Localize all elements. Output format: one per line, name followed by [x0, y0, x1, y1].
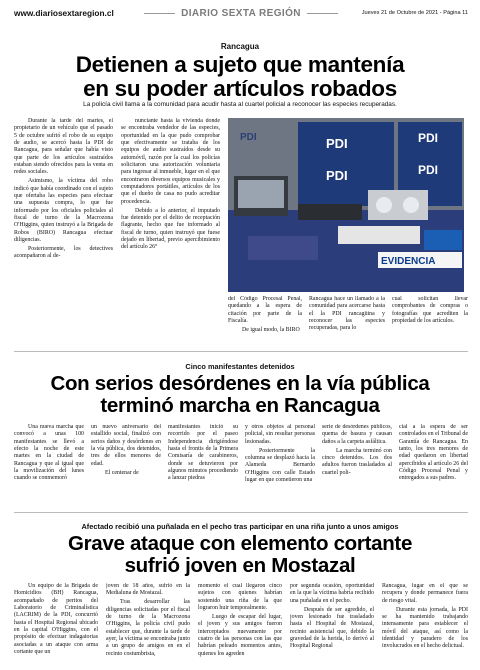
article2-paragraph: manifestantes inició su recorrido por el paseo Independencia dirigiéndose hasta el frontis de la Primera Comisaría de carabineros, donde se detuvieron por algunos minutos procediendo a lanzar piedras: [168, 424, 238, 482]
article2-column-4: [245, 424, 315, 504]
article3-column-1: [14, 583, 98, 667]
page-header: [14, 6, 468, 20]
article1-column-5: [392, 296, 468, 334]
article2-column-1: [14, 424, 84, 504]
section-divider: [14, 512, 468, 513]
article3-headline-line1: Grave ataque con elemento cortante: [67, 532, 413, 555]
article1-paragraph: Rancagua hace un llamado a la comunidad para acercarse hasta el la PDI rancagüina y reconocer las especies recuperadas, para lo: [309, 296, 385, 332]
article2-column-2: [91, 424, 161, 504]
article2-paragraph: y otros objetos al personal policial, sin resultar personas lesionadas.: [245, 424, 315, 445]
article3-paragraph: Tras desarrollar las diligencias solicitadas por el fiscal de turno de la Macrozona O'Higgins, la policía civil pudo establecer que, durante la tarde de ayer, la víctima se encontraba junto a un grupo de amigos en en el recinto costumbrista,: [106, 599, 190, 657]
photo-evidence-label: EVIDENCIA: [381, 256, 436, 267]
article2-headline-line1: Con serios desórdenes en la vía pública: [50, 372, 430, 395]
article1-paragraph: Asimismo, la víctima del robo indicó que había coordinado con el sujeto que ofertaba las especies para efectuar una supuesta compra, lo que fue informado por los oficiales policiales al fiscal de turno de la Macrozona O'Higgins, quien instruyó a la Brigada de Robos (BIRO) Rancagua efectuar diligencias.: [14, 178, 113, 243]
article1-deck: La policía civil llama a la comunidad para acudir hasta al cuartel policial a reconocer las especies recuperadas.: [83, 101, 397, 108]
article1-headline-line2: en su poder artículos robados: [83, 76, 397, 101]
section-divider: [14, 351, 468, 352]
article1-kicker: Rancagua: [220, 42, 260, 51]
article3-paragraph: Durante esta jornada, la PDI se ha mantenido trabajando intensamente para establecer el móvil del ataque, así como la identidad y paradero de los involucrados en el hecho delictual.: [382, 606, 468, 650]
article1-headline-line1: Detienen a sujeto que mantenía: [75, 52, 405, 77]
article2-paragraph: un nuevo aniversario del estallido social, finalizó con serios daños y desórdenes en la vía pública, dos detenidos, tres de ellos menores de edad.: [91, 424, 161, 467]
article1-column-1: [14, 118, 113, 332]
evidence-photo-illustration: [228, 118, 464, 292]
photo-banner-label: PDI: [326, 136, 348, 151]
paper-name-text: DIARIO SEXTA REGIÓN: [181, 7, 301, 19]
article2-paragraph: Una nueva marcha que convocó a unas 100 manifestantes se llevó a efecto la noche de este martes en la ciudad de Rancagua y que al igual que la movilización del lunes cuando se conmemoró: [14, 424, 84, 482]
article3-paragraph: Después de ser agredido, el joven lesionado fue trasladado hasta el Hospital de Mostazal, recinto asistencial que, debido la gravedad de la herida, lo derivó al Hospital Regional: [290, 606, 374, 650]
article3-column-5: [382, 583, 468, 667]
photo-banner-label: PDI: [240, 132, 257, 143]
paper-name: [144, 8, 338, 19]
article1-column-4: [309, 296, 385, 334]
article3-paragraph: Rancagua, lugar en el que se recupera y donde permanece fuera de riesgo vital.: [382, 583, 468, 604]
dateline: Jueves 21 de Octubre de 2021 - Página 11: [361, 10, 468, 16]
site-url[interactable]: www.diariosextaregion.cl: [14, 8, 114, 18]
article1-paragraph: nunciante hasta la vivienda donde se encontraba vendedor de las especies, oportunidad en la que pudo comprobar que efectivamente se trataba de los equipos de audio sustraídos desde su automóvil, razón por la cual los policías solicitaron una autorización voluntaria para ingresar al inmueble, lugar en el que encontraron diversos equipos musicales y computadores portátiles, artículos de los que el dueño de casa no pudo acreditar procedencia.: [121, 118, 220, 205]
article1-paragraph: Durante la tarde del martes, el propietario de un vehículo que el pasado 5 de octubre sufrió el robo de su equipo de audio, se acercó hasta la PDI de Rancagua, para señalar que había visto que parte de los artículos sustraídos estaban siendo ofrecidos para la venta en redes sociales.: [14, 118, 113, 176]
article1-paragraph: del Código Procesal Penal, quedando a la espera de citación por parte de la Fiscalía.: [228, 296, 302, 325]
article3-headline-line2: sufrió joven en Mostazal: [124, 554, 356, 577]
article2-paragraph: Posteriormente la columna se desplazó hacia la Alameda Bernardo O'Higgins con calle Estado lugar en que cometieron una: [245, 447, 315, 483]
article3-column-4: [290, 583, 374, 667]
photo-banner-label: PDI: [418, 131, 439, 145]
article3-paragraph: Un equipo de la Brigada de Homicidios (BH) Rancagua, acompañado de peritos del Laboratorio de Criminalística (LACRIM) de la PDI, concurrió hasta el Hospital Regional ubicado en la capital O'Higgins, con el propósito de efectuar indagatorias asociadas a un ataque con arma cortante que un: [14, 583, 98, 656]
article3-paragraph: por segunda ocasión, oportunidad en la que la víctima habría recibido una puñalada en el pecho.: [290, 583, 374, 604]
article2-column-6: [399, 424, 468, 504]
evidence-photo: [228, 118, 464, 292]
article1-column-2: [121, 118, 220, 332]
article1-paragraph: cual solicitan llevar comprobantes de compras o fotografías que acrediten la propiedad de los artículos.: [392, 296, 468, 325]
article2-headline-line2: terminó marcha en Rancagua: [100, 394, 380, 417]
article1-column-3: [228, 296, 302, 334]
article2-paragraph: serie de desórdenes públicos, quema de basura y causan daños a la carpeta asfáltica.: [322, 424, 392, 445]
article2-kicker: Cinco manifestantes detenidos: [185, 362, 295, 371]
photo-banner-label: PDI: [418, 163, 439, 177]
article1-paragraph: Posteriormente, los detectives acompañaron al de-: [14, 245, 113, 260]
article3-paragraph: Luego de escapar del lugar, el joven y sus amigos fueron interceptados nuevamente por cuatro de las personas con las que habrían peleado momentos antes, quienes los agreden: [198, 613, 282, 657]
header-rule-left: [144, 13, 175, 14]
article2-column-3: [168, 424, 238, 504]
article2-paragraph: cial a la espera de ser controlados en el Tribunal de Garantía de Rancagua. En tanto, los tres menores de edad quedaron en libertad apercibidos al artículo 26 del Código Procesal Penal y entregados a sus padres.: [399, 424, 468, 482]
article3-column-3: [198, 583, 282, 667]
article3-paragraph: joven de 18 años, sufrió en la Medialuna de Mostazal.: [106, 583, 190, 597]
article1-paragraph: Debido a lo anterior, el imputado fue detenido por el delito de receptación flagrante, hecho que fue informado al fiscal de turno, quien instruyó que fuese dejado en libertad, previo apercibimiento del artículo 26°: [121, 207, 220, 251]
article3-kicker: Afectado recibió una puñalada en el pecho tras participar en una riña junto a unos amigos: [81, 522, 399, 531]
article3-column-2: [106, 583, 190, 667]
photo-banner-label: PDI: [326, 168, 348, 183]
article2-paragraph: El centenar de: [105, 469, 139, 476]
article2-column-5: [322, 424, 392, 504]
article3-paragraph: momento el cual llegaron cinco sujetos con quienes habrían sostenido una riña de la que lograron huir temporalmente.: [198, 583, 282, 612]
article1-paragraph: De igual modo, la BIRO: [242, 326, 300, 333]
header-rule-right: [307, 13, 338, 14]
article2-paragraph: La marcha terminó con cinco detenidos. Los dos adultos fueron trasladados al cuartel poli-: [322, 447, 392, 476]
